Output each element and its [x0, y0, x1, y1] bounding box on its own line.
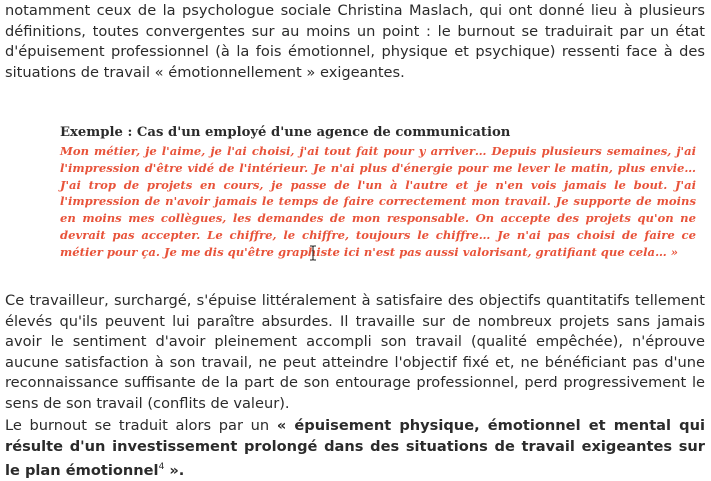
footnote-marker[interactable]: 4 — [158, 462, 165, 472]
body-paragraph-3 — [5, 416, 705, 481]
example-quote: Mon métier, je l'aime, je l'ai choisi, j'ai tout fait pour y arriver… Depuis plusieurs semaines, j'ai l'impression d'être vidé de l'intérieur. Je n'ai plus d'énergie pour me lever le matin, plus envie… J'ai trop de projets en cours, je passe de l'un à l'autre et je n'en vois jamais le bout. J'ai l'impression de n'avoir jamais le temps de faire correctement mon travail. Je supporte de moins en moins mes collègues, les demandes de mon responsable. On accepte des projets qu'on ne devrait pas accepter. Le chiffre, le chiffre, toujours le chiffre… Je n'ai pas choisi de faire ce métier pour ça. Je me dis qu'être graphiste ici n'est pas aussi valorisant, gratifiant que cela… » — [60, 144, 696, 259]
paragraph-3-intro: Le burnout se traduit alors par un — [5, 417, 277, 434]
body-paragraph-1: notamment ceux de la psychologue sociale Christina Maslach, qui ont donné lieu à plusieurs définitions, toutes convergentes sur au moins un point : le burnout se traduirait par un état d'épuisement professionnel (à la fois émotionnel, physique et psychique) ressenti face à des situations de travail « émotionnellement » exigeantes. — [5, 2, 705, 81]
example-box — [60, 124, 696, 261]
burnout-definition-quote: « épuisement physique, émotionnel et mental qui résulte d'un investissement prolongé dans des situations de travail exigeantes sur le plan émotionnel — [5, 417, 705, 479]
example-title: Exemple : Cas d'un employé d'une agence de communication — [60, 125, 511, 140]
body-paragraph-2: Ce travailleur, surchargé, s'épuise littéralement à satisfaire des objectifs quantitatifs tellement élevés qu'ils peuvent lui paraître absurdes. Il travaille sur de nombreux projets sans jamais avoir le sentiment d'avoir pleinement accompli son travail (qualité empêchée), n'éprouve aucune satisfaction à son travail, ne peut atteindre l'objectif fixé et, ne bénéficiant pas d'une reconnaissance suffisante de la part de son entourage professionnel, perd progressivement le sens de son travail (conflits de valeur). — [5, 292, 705, 412]
quote-close: ». — [164, 461, 185, 479]
i-beam-cursor-icon — [309, 245, 317, 261]
